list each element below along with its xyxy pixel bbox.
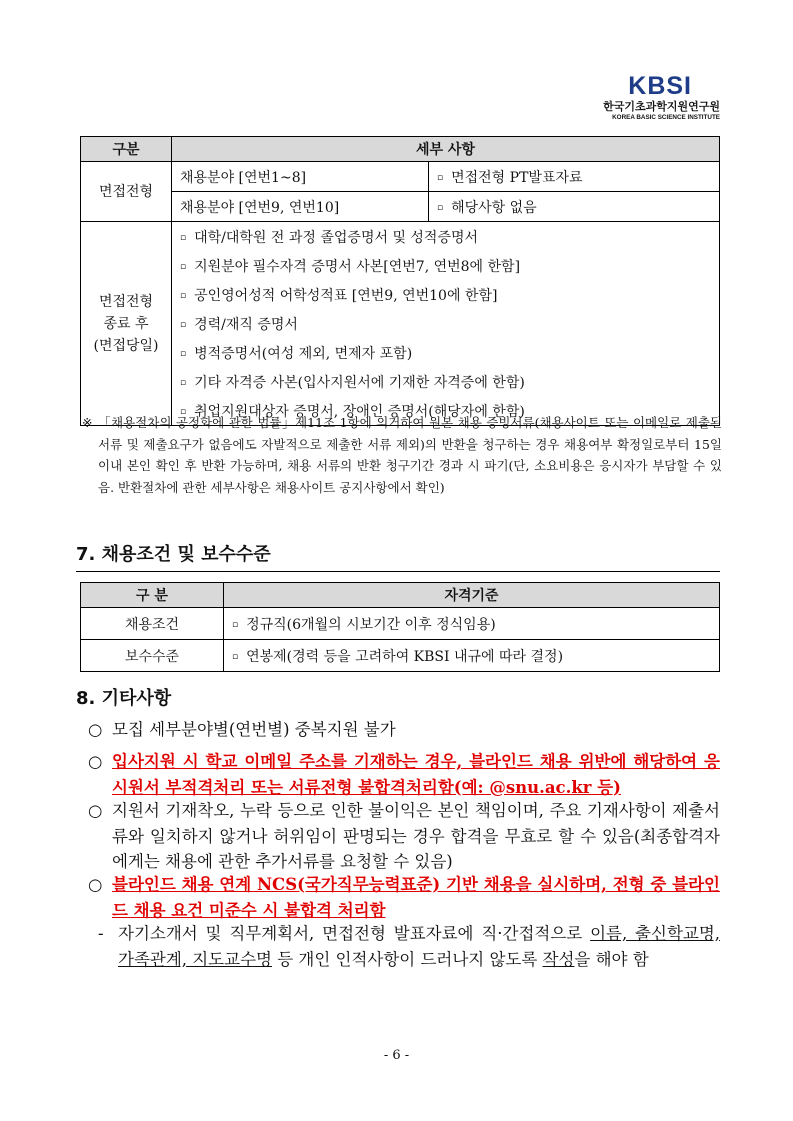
note-text: 「채용절차의 공정화에 관한 법률」제11조 1항에 의거하여 원본 채용 증빙서류(채용사이트 또는 이메일로 제출된 서류 및 제출요구가 없음에도 자발적으로 제출한 서류 제외)의 반환을 청구하는 경우 채용여부 확정일로부터 15일 이내 본인 확인 후 반환 가능하며, 채용 서류의 반환 청구기간 경과 시 파기(단, 소요비용은 응시자가 부담할 수 있음. 반환절차에 관한 세부사항은 채용사이트 공지사항에서 확인)	[98, 415, 722, 495]
dash-bullet: -	[98, 924, 104, 943]
kbsi-logo	[602, 74, 720, 122]
circle-bullet-icon: ○	[88, 720, 103, 739]
list-item: ○ 지원서 기재착오, 누락 등으로 인한 불이익은 본인 책임이며, 주요 기재사항이 제출서류와 일치하지 않거나 허위임이 판명되는 경우 합격을 무효로 할 수 있음(최종합격자에게는 채용에 관한 추가서류를 요청할 수 있음)	[88, 798, 720, 875]
square-bullet-icon: ▫	[437, 172, 444, 183]
doc-item: ▫ 병적증명서(여성 제외, 면제자 포함)	[172, 338, 720, 367]
category-after-interview: 면접전형 종료 후 (면접당일)	[81, 222, 172, 426]
header-criteria: 자격기준	[224, 583, 720, 608]
logo-name-english: KOREA BASIC SCIENCE INSTITUTE	[612, 114, 720, 121]
salary-value: ▫ 연봉제(경력 등을 고려하여 KBSI 내규에 따라 결정)	[224, 640, 720, 672]
section-8-title: 8. 기타사항	[76, 688, 172, 709]
doc-item: ▫ 취업지원대상자 증명서, 장애인 증명서(해당자에 한함)	[172, 396, 720, 426]
conditions-table	[80, 582, 720, 672]
condition-value: ▫ 정규직(6개월의 시보기간 이후 정식임용)	[224, 608, 720, 640]
square-bullet-icon: ▫	[437, 202, 444, 213]
return-policy-note	[82, 412, 722, 498]
interview-field-2: 채용분야 [연번9, 연번10]	[172, 192, 429, 222]
header-category: 구분	[81, 137, 172, 162]
logo-name-korean: 한국기초과학지원연구원	[603, 100, 720, 113]
documents-table	[80, 136, 720, 426]
salary-label: 보수수준	[81, 640, 224, 672]
header-division: 구 분	[81, 583, 224, 608]
circle-bullet-icon: ○	[88, 875, 103, 894]
logo-mark: KBSI	[628, 72, 692, 100]
page-number: - 6 -	[383, 1048, 410, 1063]
interview-doc-1: ▫ 면접전형 PT발표자료	[429, 162, 720, 192]
doc-item: ▫ 경력/재직 증명서	[172, 309, 720, 338]
list-item-blind-email: ○ 입사지원 시 학교 이메일 주소를 기재하는 경우, 블라인드 채용 위반에 해당하여 응시원서 부적격처리 또는 서류전형 불합격처리함(예: @snu.ac.kr 등)	[88, 749, 720, 800]
interview-field-1: 채용분야 [연번1~8]	[172, 162, 429, 192]
list-item: ○ 모집 세부분야별(연번별) 중복지원 불가	[88, 717, 720, 743]
circle-bullet-icon: ○	[88, 801, 103, 820]
note-mark: ※	[82, 415, 93, 430]
interview-doc-2: ▫ 해당사항 없음	[429, 192, 720, 222]
section-divider	[76, 571, 720, 572]
list-item-blind-ncs: ○ 블라인드 채용 연계 NCS(국가직무능력표준) 기반 채용을 실시하며, 전형 중 블라인드 채용 요건 미준수 시 불합격 처리함	[88, 872, 720, 923]
doc-item: ▫ 대학/대학원 전 과정 졸업증명서 및 성적증명서	[172, 222, 720, 252]
header-details: 세부 사항	[172, 137, 720, 162]
section-7-title: 7. 채용조건 및 보수수준	[76, 544, 271, 565]
condition-label: 채용조건	[81, 608, 224, 640]
doc-item: ▫ 지원분야 필수자격 증명서 사본[연번7, 연번8에 한함]	[172, 251, 720, 280]
doc-item: ▫ 기타 자격증 사본(입사지원서에 기재한 자격증에 한함)	[172, 367, 720, 396]
doc-item: ▫ 공인영어성적 어학성적표 [연번9, 연번10에 한함]	[172, 280, 720, 309]
category-interview: 면접전형	[81, 162, 172, 222]
sub-item: - 자기소개서 및 직무계획서, 면접전형 발표자료에 직·간접적으로 이름, 출신학교명, 가족관계, 지도교수명 등 개인 인적사항이 드러나지 않도록 작성을 해야 함	[98, 921, 720, 972]
circle-bullet-icon: ○	[88, 752, 103, 771]
